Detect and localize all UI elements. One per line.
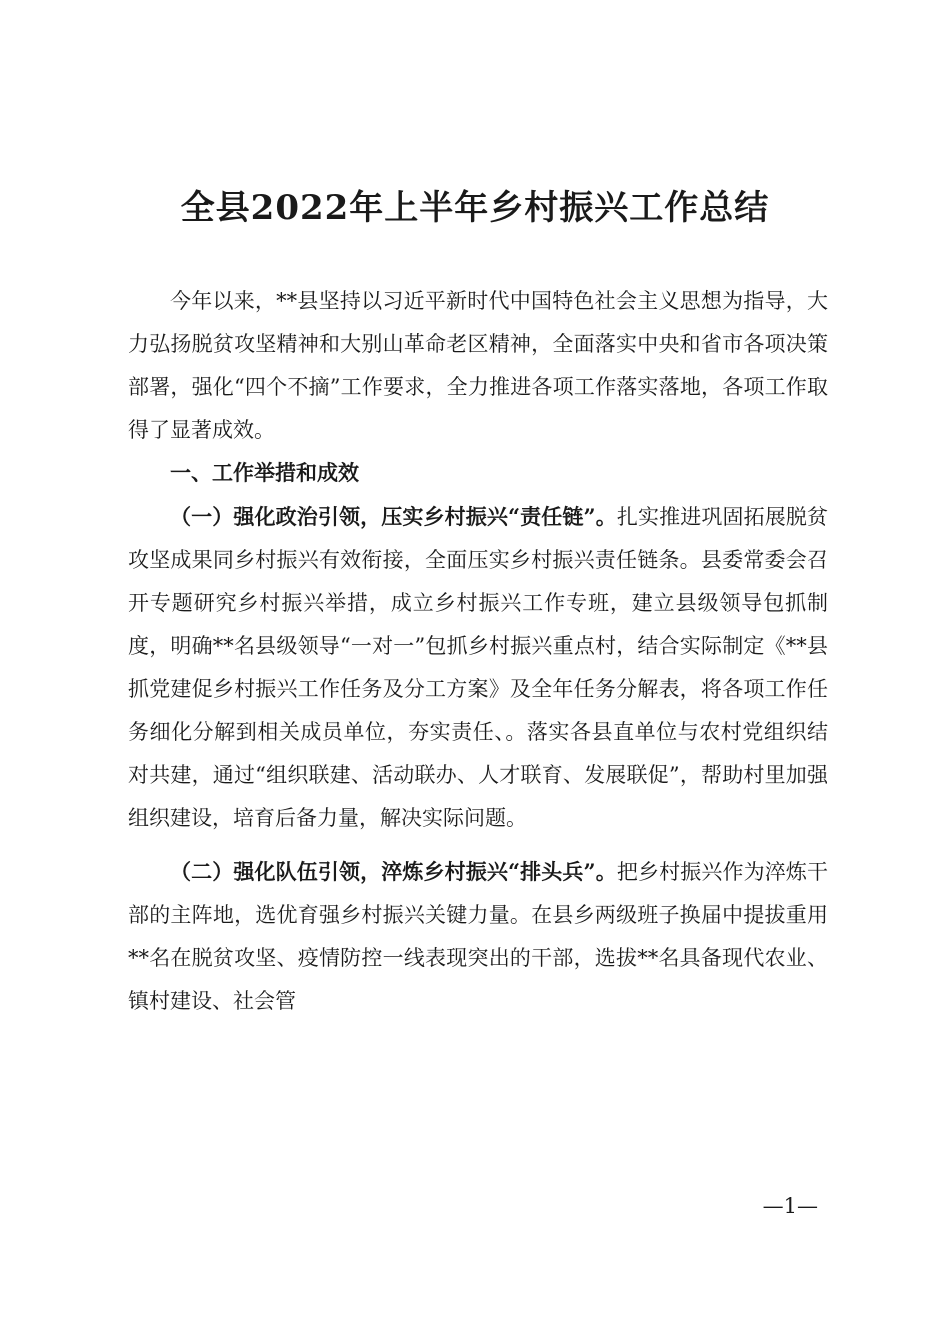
subsection-2-text: 把乡村振兴作为淬炼干部的主阵地，选优育强乡村振兴关键力量。在县乡两级班子换届中提拔重用**名在脱贫攻坚、疫情防控一线表现突出的干部，选拔**名具备现代农业、镇村建设、社会管 [128, 860, 828, 1013]
page-number: —1— [762, 1194, 818, 1218]
document-body [128, 280, 828, 1023]
subsection-1-paragraph [128, 495, 828, 840]
section-heading-1: 一、工作举措和成效 [170, 461, 359, 485]
subsection-2-paragraph [128, 850, 828, 1023]
intro-paragraph: 今年以来，**县坚持以习近平新时代中国特色社会主义思想为指导，大力弘扬脱贫攻坚精神和大别山革命老区精神，全面落实中央和省市各项决策部署，强化“四个不摘”工作要求，全力推进各项工作落实落地，各项工作取得了显著成效。 [128, 289, 828, 442]
subsection-2-lead: （二）强化队伍引领，淬炼乡村振兴“排头兵”。 [170, 859, 617, 884]
subsection-1-lead: （一）强化政治引领，压实乡村振兴“责任链”。 [170, 504, 617, 529]
subsection-1-text: 扎实推进巩固拓展脱贫攻坚成果同乡村振兴有效衔接，全面压实乡村振兴责任链条。县委常委会召开专题研究乡村振兴举措，成立乡村振兴工作专班，建立县级领导包抓制度，明确**名县级领导“一对一”包抓乡村振兴重点村，结合实际制定《**县抓党建促乡村振兴工作任务及分工方案》及全年任务分解表，将各项工作任务细化分解到相关成员单位，夯实责任、。落实各县直单位与农村党组织结对共建，通过“组织联建、活动联办、人才联育、发展联促”，帮助村里加强组织建设，培育后备力量，解决实际问题。 [128, 505, 828, 830]
document-title: 全县2022年上半年乡村振兴工作总结 [180, 188, 770, 228]
